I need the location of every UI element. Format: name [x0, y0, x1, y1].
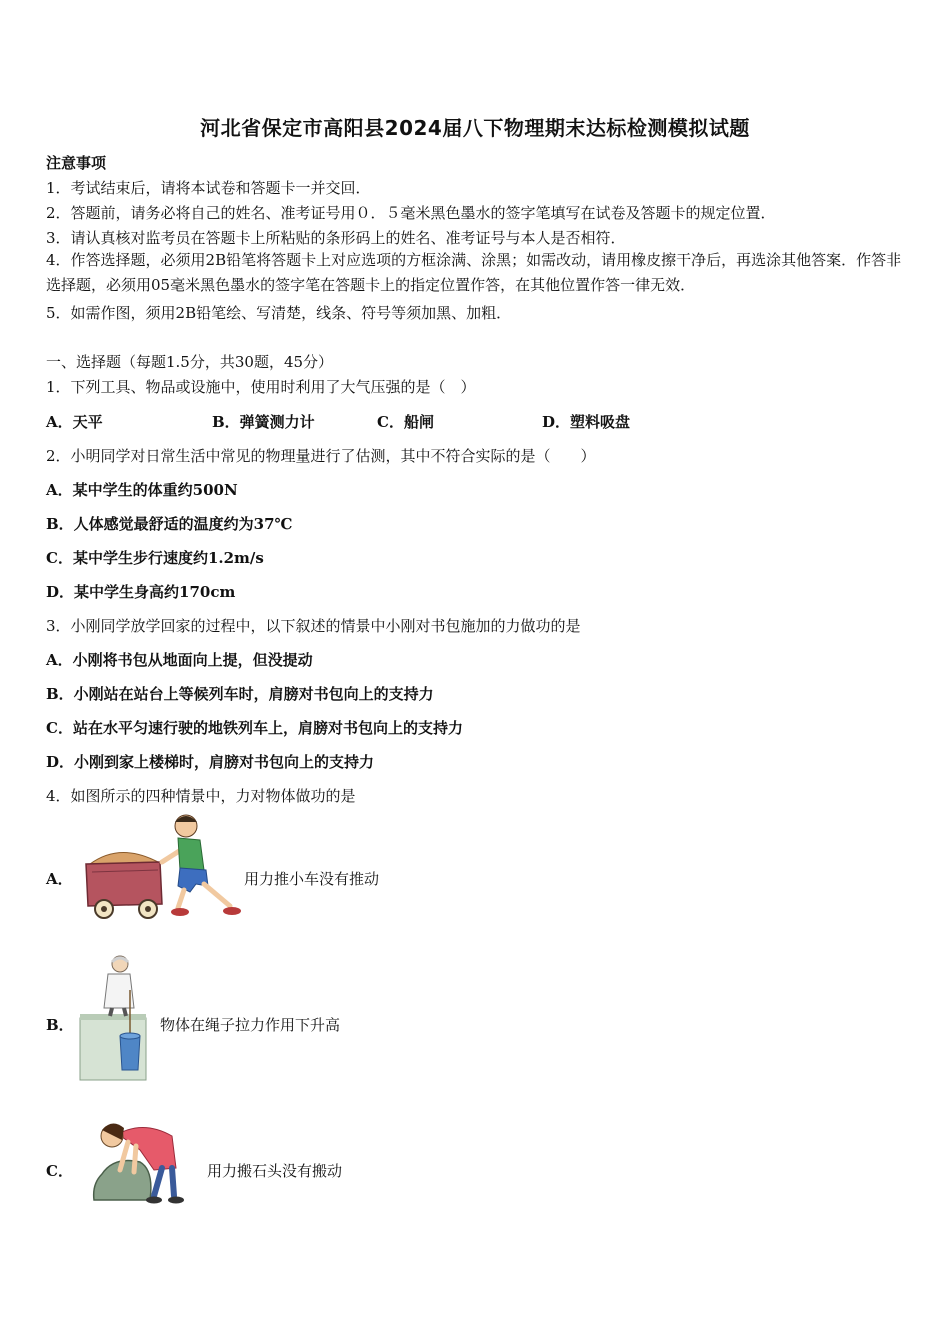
question-option: B．小刚站在站台上等候列车时，肩膀对书包向上的支持力 — [46, 685, 434, 703]
figure-option-label: B． — [46, 1016, 74, 1034]
question-option: C．船闸 — [377, 413, 434, 431]
question-option: D．某中学生身高约170cm — [46, 583, 236, 601]
question-option: C．站在水平匀速行驶的地铁列车上，肩膀对书包向上的支持力 — [46, 719, 463, 737]
figure-option-label: A． — [46, 870, 73, 888]
question-stem: 3．小刚同学放学回家的过程中，以下叙述的情景中小刚对书包施加的力做功的是 — [46, 617, 581, 635]
section-heading: 一、选择题（每题1.5分，共30题，45分） — [46, 353, 334, 371]
figure-option-label: C． — [46, 1162, 73, 1180]
push-cart-illustration — [80, 812, 242, 920]
notice-item: 3．请认真核对监考员在答题卡上所粘贴的条形码上的姓名、准考证号与本人是否相符． — [46, 229, 626, 247]
question-option: B．人体感觉最舒适的温度约为37℃ — [46, 515, 293, 533]
question-option: D．塑料吸盘 — [542, 413, 631, 431]
rope-lift-illustration — [78, 954, 150, 1082]
question-stem: 1．下列工具、物品或设施中，使用时利用了大气压强的是（ ） — [46, 378, 476, 396]
question-option: A．小刚将书包从地面向上提，但没提动 — [46, 651, 313, 669]
page-title: 河北省保定市高阳县2024届八下物理期末达标检测模拟试题 — [200, 116, 750, 140]
question-option: A．某中学生的体重约500N — [46, 481, 238, 499]
question-option: B．弹簧测力计 — [212, 413, 315, 431]
notice-item: 1．考试结束后，请将本试卷和答题卡一并交回． — [46, 179, 371, 197]
notice-heading: 注意事项 — [46, 154, 107, 172]
figure-option-caption: 用力推小车没有推动 — [244, 870, 380, 888]
question-option: C．某中学生步行速度约1.2m/s — [46, 549, 264, 567]
figure-option-caption: 物体在绳子拉力作用下升高 — [160, 1016, 341, 1034]
notice-item: 5．如需作图，须用2B铅笔绘、写清楚，线条、符号等须加黑、加粗． — [46, 304, 512, 322]
notice-item: 2．答题前，请务必将自己的姓名、准考证号用０．５毫米黑色墨水的签字笔填写在试卷及答题卡的规定位置． — [46, 204, 776, 222]
lift-stone-illustration — [84, 1110, 194, 1206]
question-stem: 2．小明同学对日常生活中常见的物理量进行了估测，其中不符合实际的是（ ） — [46, 447, 596, 465]
notice-item: 4．作答选择题，必须用2B铅笔将答题卡上对应选项的方框涂满、涂黑；如需改动，请用橡皮擦干净后，再选涂其他答案．作答非选择题，必须用05毫米黑色墨水的签字笔在答题卡上的指定位置作答，在其他位置作答一律无效． — [46, 251, 902, 294]
question-option: A．天平 — [46, 413, 103, 431]
question-option: D．小刚到家上楼梯时，肩膀对书包向上的支持力 — [46, 753, 375, 771]
figure-option-caption: 用力搬石头没有搬动 — [207, 1162, 343, 1180]
question-stem: 4．如图所示的四种情景中，力对物体做功的是 — [46, 787, 356, 805]
